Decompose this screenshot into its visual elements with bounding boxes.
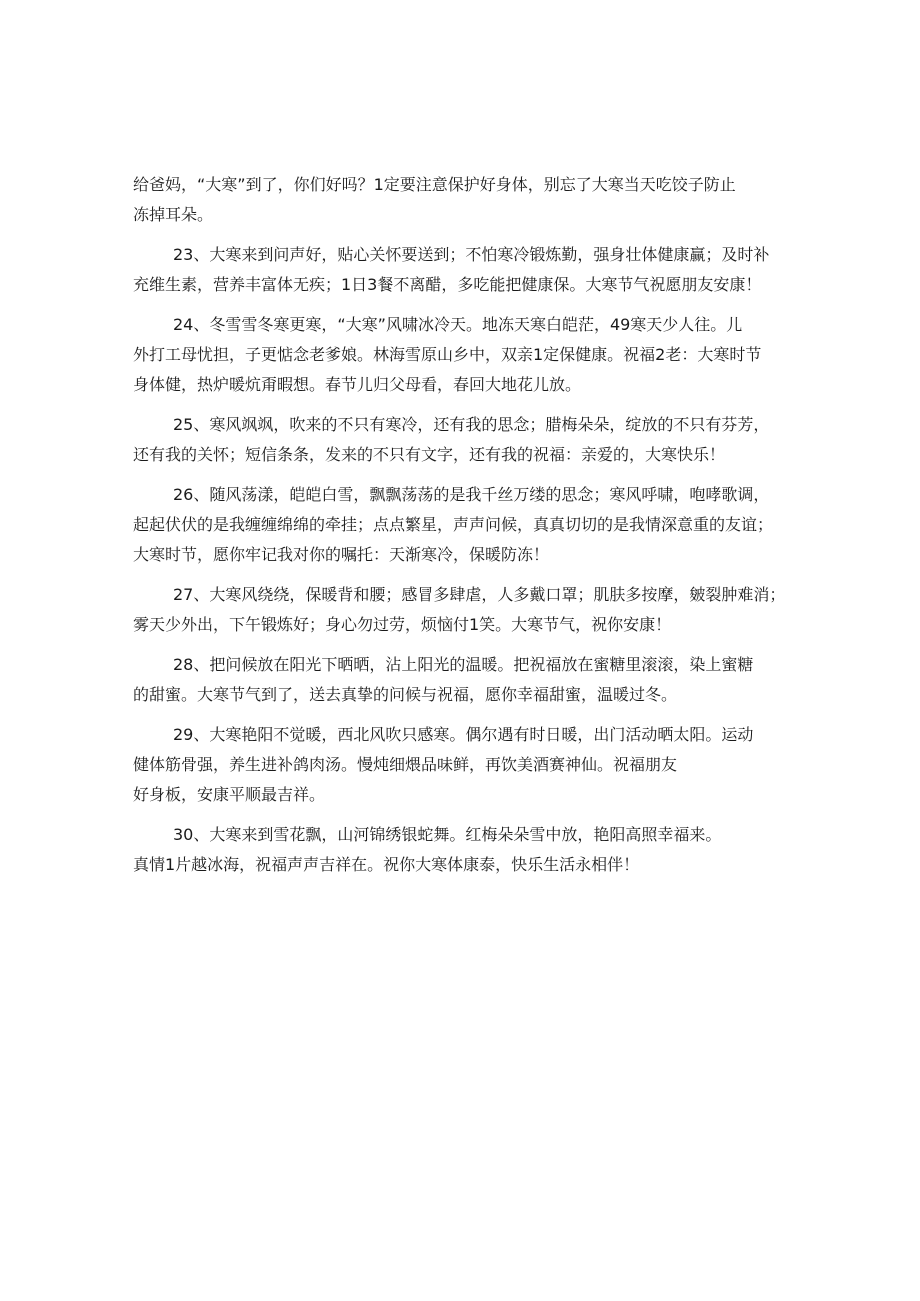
paragraph-28 [133, 650, 793, 710]
paragraph-27 [133, 580, 793, 640]
text-line: 的甜蜜。大寒节气到了，送去真挚的问候与祝福，愿你幸福甜蜜，温暖过冬。 [133, 685, 678, 704]
paragraph-23 [133, 240, 793, 300]
text-line: 26、随风荡漾，皑皑白雪，飘飘荡荡的是我千丝万缕的思念；寒风呼啸，咆哮歌调， [173, 485, 770, 504]
paragraph-intro [133, 170, 793, 230]
text-line: 冻掉耳朵。 [133, 205, 214, 224]
text-line: 雾天少外出，下午锻炼好；身心勿过劳，烦恼付1笑。大寒节气，祝你安康！ [133, 615, 672, 634]
text-line: 27、大寒风绕绕，保暖背和腰；感冒多肆虐，人多戴口罩；肌肤多按摩，皴裂肿难消； [173, 585, 786, 604]
text-line: 给爸妈，“大寒”到了，你们好吗？1定要注意保护好身体，别忘了大寒当天吃饺子防止 [133, 175, 736, 194]
text-line: 充维生素，营养丰富体无疾；1日3餐不离醋，多吃能把健康保。大寒节气祝愿朋友安康！ [133, 275, 762, 294]
text-line: 起起伏伏的是我缠缠绵绵的牵挂；点点繁星，声声问候，真真切切的是我情深意重的友谊； [133, 515, 774, 534]
text-line: 健体筋骨强，养生进补鸽肉汤。慢炖细煨品味鲜，再饮美酒赛神仙。祝福朋友 [133, 755, 678, 774]
text-line: 24、冬雪雪冬寒更寒，“大寒”风啸冰冷天。地冻天寒白皑茫，49寒天少人往。儿 [173, 315, 743, 334]
text-line: 外打工母忧担，子更惦念老爹娘。林海雪原山乡中，双亲1定保健康。祝福2老：大寒时节 [133, 345, 762, 364]
text-line: 还有我的关怀；短信条条，发来的不只有文字，还有我的祝福：亲爱的，大寒快乐！ [133, 445, 726, 464]
text-line: 29、大寒艳阳不觉暖，西北风吹只感寒。偶尔遇有时日暖，出门活动晒太阳。运动 [173, 725, 754, 744]
paragraph-30 [133, 820, 793, 880]
paragraph-29 [133, 720, 793, 810]
paragraph-24 [133, 310, 793, 400]
text-line: 大寒时节，愿你牢记我对你的嘱托：天渐寒冷，保暖防冻！ [133, 545, 550, 564]
paragraph-25 [133, 410, 793, 470]
paragraph-26 [133, 480, 793, 570]
text-line: 好身板，安康平顺最吉祥。 [133, 785, 326, 804]
text-line: 25、寒风飒飒，吹来的不只有寒冷，还有我的思念；腊梅朵朵，绽放的不只有芬芳， [173, 415, 770, 434]
document-body [133, 170, 793, 890]
text-line: 身体健，热炉暖炕甭暇想。春节儿归父母看，春回大地花儿放。 [133, 375, 582, 394]
text-line: 真情1片越冰海，祝福声声吉祥在。祝你大寒体康泰，快乐生活永相伴！ [133, 855, 640, 874]
text-line: 23、大寒来到问声好，贴心关怀要送到；不怕寒冷锻炼勤，强身壮体健康赢；及时补 [173, 245, 770, 264]
text-line: 30、大寒来到雪花飘，山河锦绣银蛇舞。红梅朵朵雪中放，艳阳高照幸福来。 [173, 825, 722, 844]
text-line: 28、把问候放在阳光下晒晒，沾上阳光的温暖。把祝福放在蜜糖里滚滚，染上蜜糖 [173, 655, 754, 674]
